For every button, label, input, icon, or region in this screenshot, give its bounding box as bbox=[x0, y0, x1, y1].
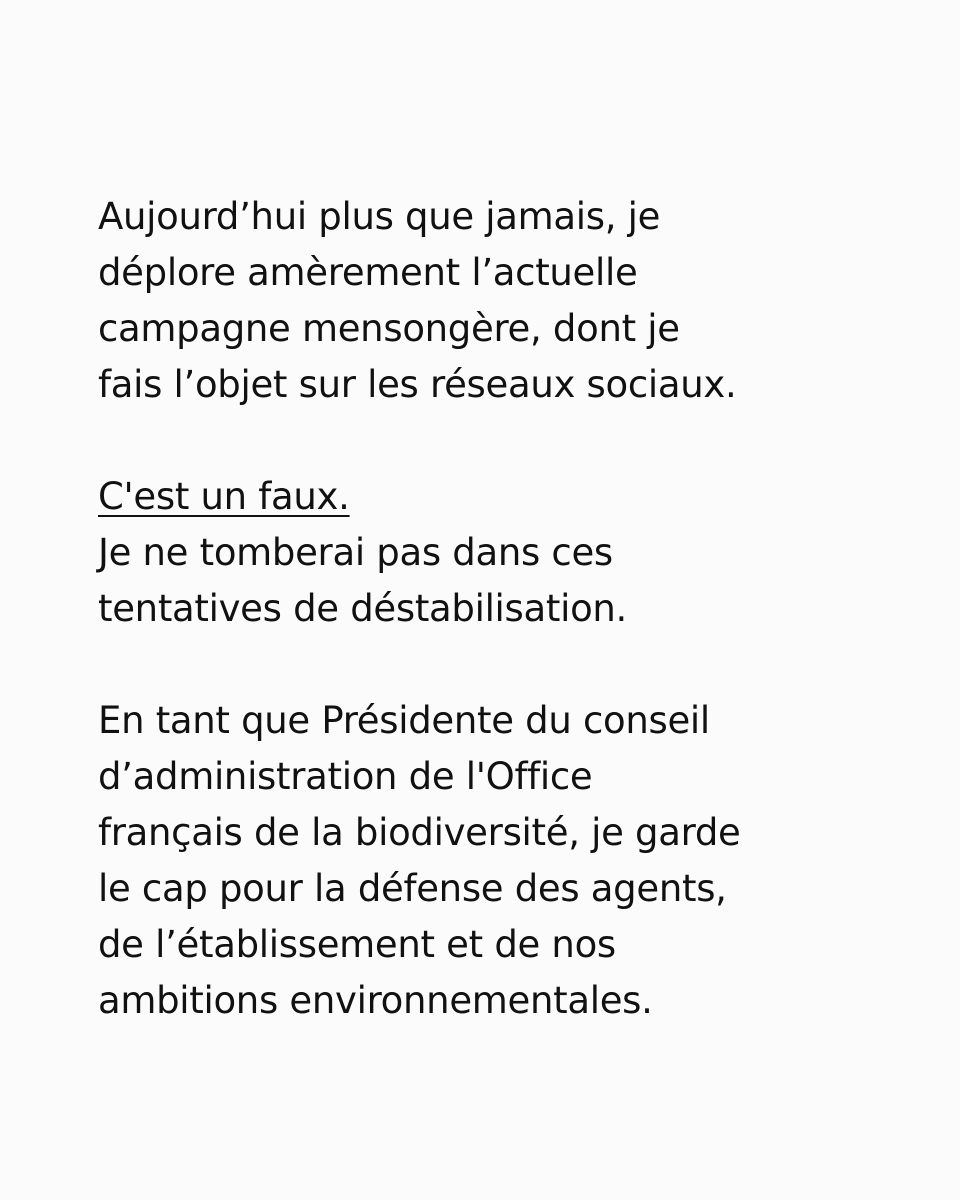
statement-line: le cap pour la défense des agents, bbox=[98, 867, 727, 910]
statement-line: Aujourd’hui plus que jamais, je bbox=[98, 195, 661, 238]
paragraph-fake bbox=[98, 469, 898, 637]
statement-line bbox=[98, 469, 898, 525]
paragraph-spacer bbox=[98, 637, 898, 693]
paragraph-deplore bbox=[98, 189, 898, 413]
statement-line: Je ne tomberai pas dans ces bbox=[98, 531, 613, 574]
statement-line: campagne mensongère, dont je bbox=[98, 307, 680, 350]
statement-text bbox=[98, 189, 898, 1029]
statement-line: ambitions environnementales. bbox=[98, 979, 653, 1022]
statement-line: déplore amèrement l’actuelle bbox=[98, 251, 638, 294]
paragraph-spacer bbox=[98, 413, 898, 469]
paragraph-president bbox=[98, 693, 898, 1029]
statement-line: fais l’objet sur les réseaux sociaux. bbox=[98, 363, 737, 406]
statement-line: d’administration de l'Office bbox=[98, 755, 593, 798]
statement-line: de l’établissement et de nos bbox=[98, 923, 616, 966]
statement-line: français de la biodiversité, je garde bbox=[98, 811, 741, 854]
statement-line: tentatives de déstabilisation. bbox=[98, 587, 628, 630]
statement-line: En tant que Présidente du conseil bbox=[98, 699, 710, 742]
underlined-claim: C'est un faux. bbox=[98, 475, 350, 518]
